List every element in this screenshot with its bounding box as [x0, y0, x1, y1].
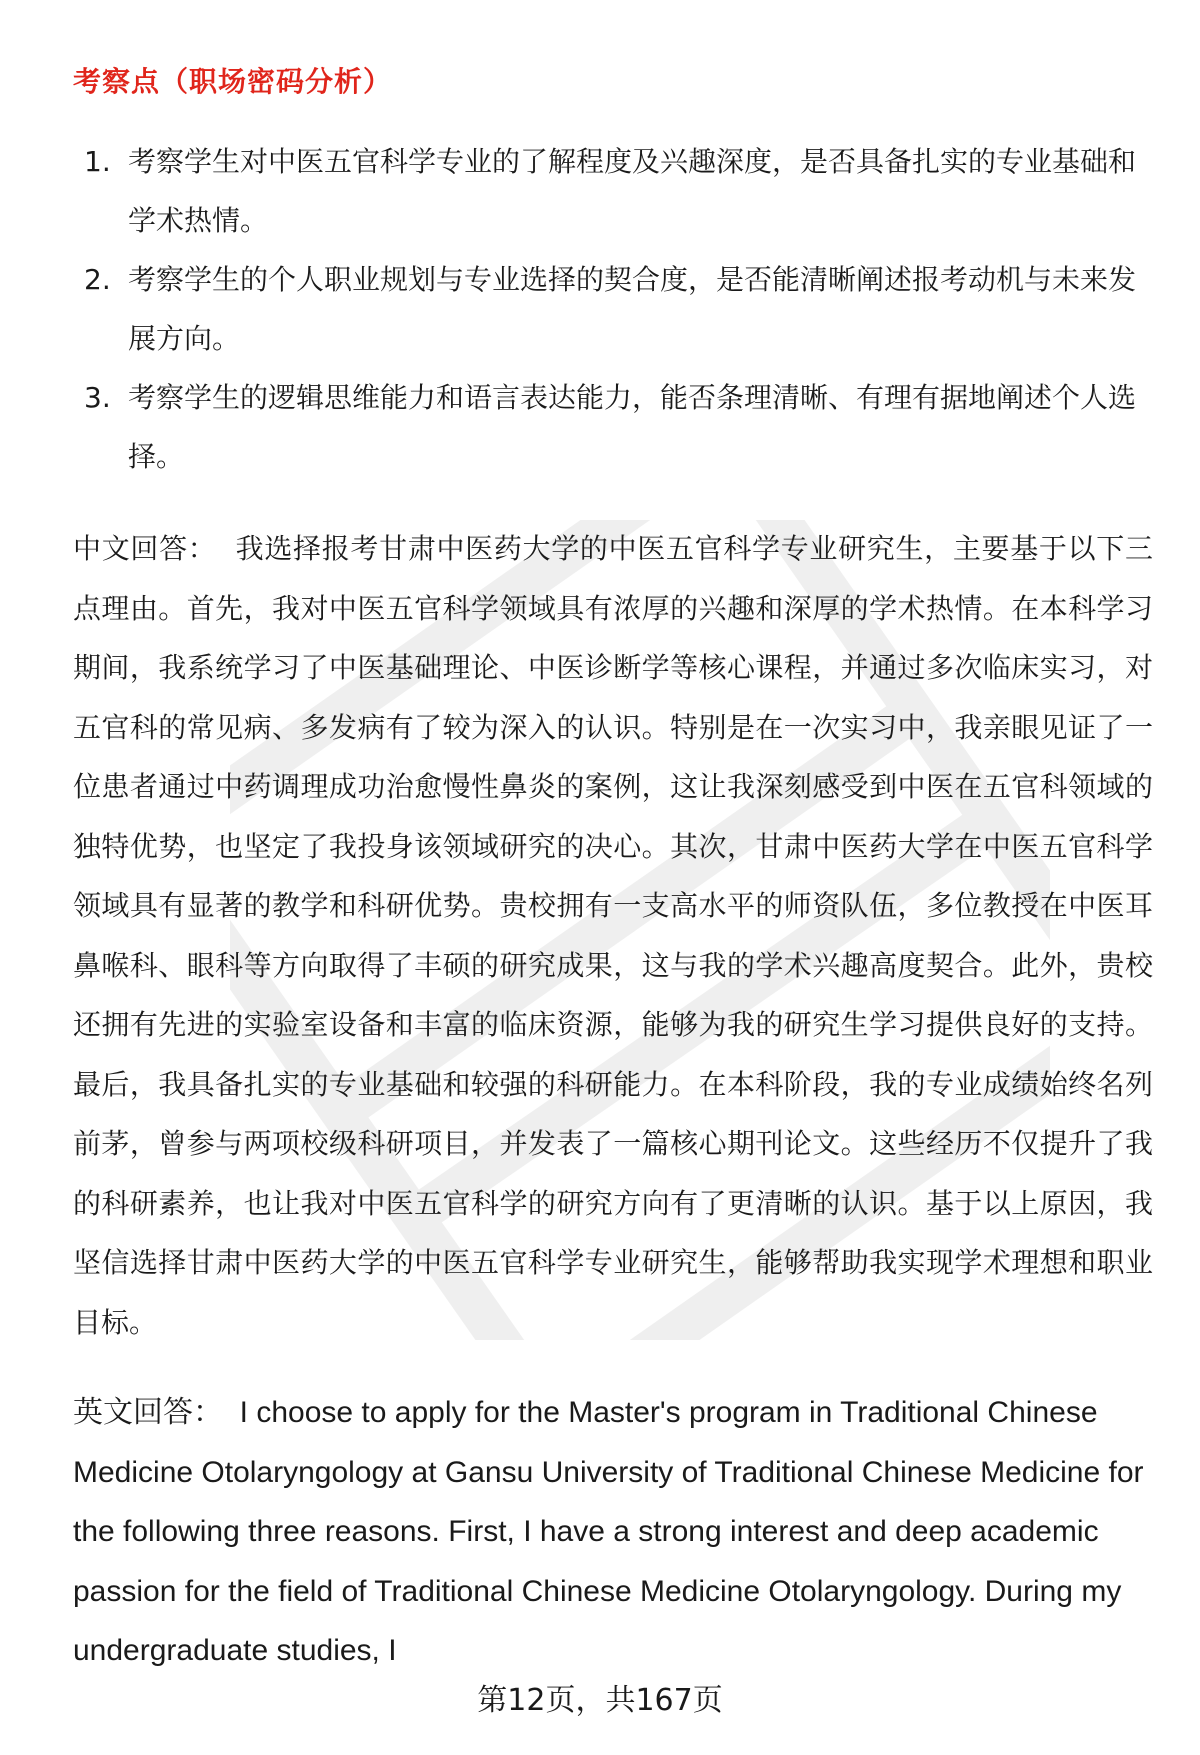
- chinese-answer-paragraph: [73, 519, 1153, 1352]
- chinese-answer-label: 中文回答：: [73, 532, 217, 565]
- list-item: [73, 368, 1153, 486]
- section-title: 考察点（职场密码分析）: [73, 65, 393, 98]
- english-answer-paragraph: [73, 1383, 1153, 1681]
- list-item-text: 考察学生对中医五官科学专业的了解程度及兴趣深度，是否具备扎实的专业基础和学术热情。: [128, 145, 1137, 237]
- chinese-answer-text: 我选择报考甘肃中医药大学的中医五官科学专业研究生，主要基于以下三点理由。首先，我对中医五官科学领域具有浓厚的兴趣和深厚的学术热情。在本科学习期间，我系统学习了中医基础理论、中医诊断学等核心课程，并通过多次临床实习，对五官科的常见病、多发病有了较为深入的认识。特别是在一次实习中，我亲眼见证了一位患者通过中药调理成功治愈慢性鼻炎的案例，这让我深刻感受到中医在五官科领域的独特优势，也坚定了我投身该领域研究的决心。其次，甘肃中医药大学在中医五官科学领域具有显著的教学和科研优势。贵校拥有一支高水平的师资队伍，多位教授在中医耳鼻喉科、眼科等方向取得了丰硕的研究成果，这与我的学术兴趣高度契合。此外，贵校还拥有先进的实验室设备和丰富的临床资源，能够为我的研究生学习提供良好的支持。最后，我具备扎实的专业基础和较强的科研能力。在本科阶段，我的专业成绩始终名列前茅，曾参与两项校级科研项目，并发表了一篇核心期刊论文。这些经历不仅提升了我的科研素养，也让我对中医五官科学的研究方向有了更清晰的认识。基于以上原因，我坚信选择甘肃中医药大学的中医五官科学专业研究生，能够帮助我实现学术理想和职业目标。: [73, 532, 1153, 1339]
- english-answer-text: I choose to apply for the Master's program in Traditional Chinese Medicine Otolaryngology at Gansu University of Traditional Chinese Medicine for the following three reasons. First, I have a strong interest and deep academic passion for the field of Traditional Chinese Medicine Otolaryngology. During my undergraduate studies, I: [73, 1396, 1144, 1667]
- list-item-text: 考察学生的逻辑思维能力和语言表达能力，能否条理清晰、有理有据地阐述个人选择。: [128, 381, 1137, 473]
- list-item-number: 1.: [84, 145, 111, 178]
- assessment-points-list: [73, 132, 1153, 486]
- list-item-number: 2.: [84, 263, 111, 296]
- list-item-number: 3.: [84, 381, 111, 414]
- page-number-footer: 第12页，共167页: [477, 1683, 723, 1718]
- list-item: [73, 132, 1153, 250]
- english-answer-label: 英文回答：: [73, 1396, 223, 1429]
- list-item: [73, 250, 1153, 368]
- list-item-text: 考察学生的个人职业规划与专业选择的契合度，是否能清晰阐述报考动机与未来发展方向。: [128, 263, 1137, 355]
